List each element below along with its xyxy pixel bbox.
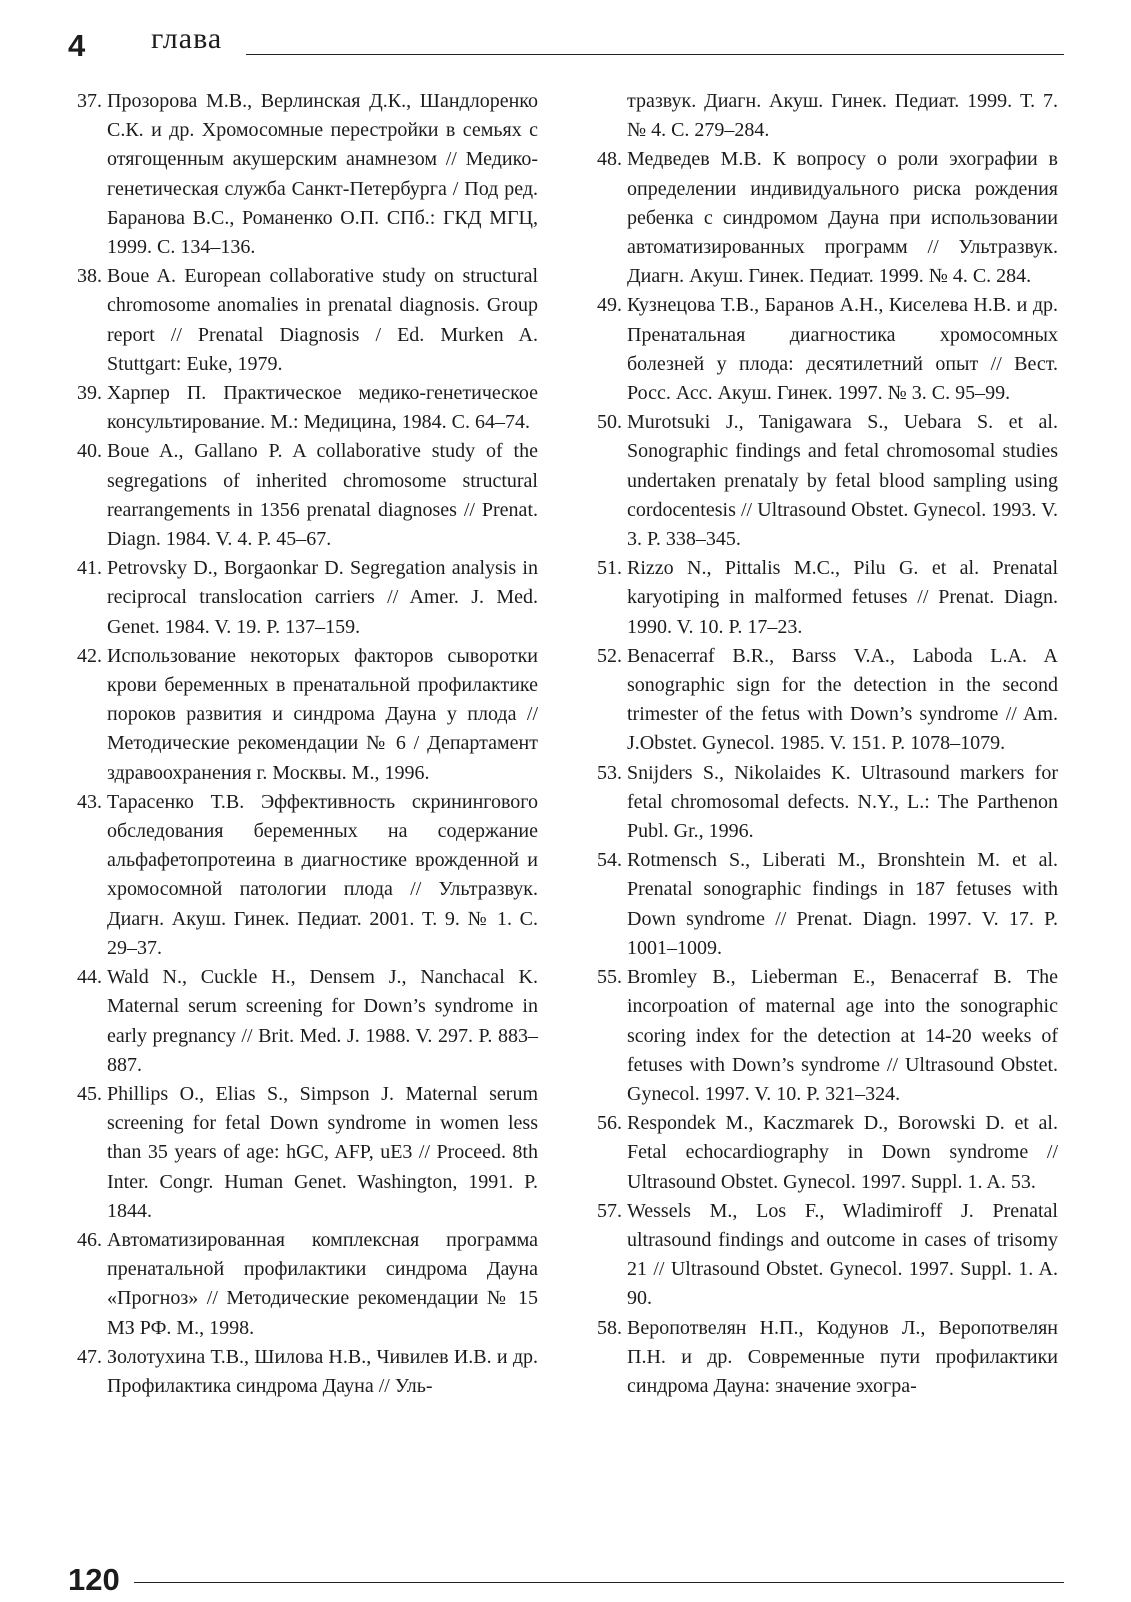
reference-text: Кузнецова Т.В., Баранов А.Н., Киселева Н.В. и др. Пренатальная диагностика хромосомных болезней у плода: десятилетний опыт // Вест. Росс. Асс. Акуш. Гинек. 1997. № 3. С. 95–99.	[627, 294, 1058, 405]
reference-number: 52.	[597, 644, 622, 667]
reference-number: 42.	[77, 644, 102, 667]
reference-text: Phillips O., Elias S., Simpson J. Maternal serum screening for fetal Down syndrome in women less than 35 years of age: hGC, AFP, uE3 // Proceed. 8th Inter. Congr. Human Genet. Washington, 1991. P. 1844.	[107, 1082, 538, 1222]
reference-text: Использование некоторых факторов сыворотки крови беременных в пренатальной профилактике пороков развития и синдрома Дауна у плода // Методические рекомендации № 6 / Департамент здравоохранения г. Москвы. М., 1996.	[107, 644, 538, 784]
reference-item	[60, 1080, 538, 1226]
reference-text: Murotsuki J., Tanigawara S., Uebara S. et al. Sonographic findings and fetal chromosomal studies undertaken prenataly by fetal blood sampling using cordocentesis // Ultrasound Obstet. Gynecol. 1993. V. 3. P. 338–345.	[627, 411, 1058, 551]
chapter-number: 4	[68, 28, 86, 63]
reference-number: 55.	[597, 966, 622, 989]
reference-number: 38.	[77, 265, 102, 288]
reference-number: 53.	[597, 761, 622, 784]
reference-item	[60, 437, 538, 554]
reference-number: 45.	[77, 1082, 102, 1105]
header-rule	[246, 54, 1064, 55]
reference-number: 41.	[77, 557, 102, 580]
reference-text: Автоматизированная комплексная программа пренатальной профилактики синдрома Дауна «Прогноз» // Методические рекомендации № 15 МЗ РФ. М., 1998.	[107, 1228, 538, 1339]
reference-text: Respondek M., Kaczmarek D., Borowski D. et al. Fetal echocardiography in Down syndrome // Ultrasound Obstet. Gynecol. 1997. Suppl. 1. A. 53.	[627, 1112, 1058, 1193]
chapter-title: глава	[151, 22, 223, 55]
reference-text: Rotmensch S., Liberati M., Bronshtein M. et al. Prenatal sonographic findings in 187 fetuses with Down syndrome // Prenat. Diagn. 1997. V. 17. P. 1001–1009.	[627, 849, 1058, 959]
reference-item	[60, 379, 538, 437]
reference-number: 58.	[597, 1316, 622, 1339]
reference-item	[580, 291, 1058, 408]
page-number: 120	[68, 1562, 120, 1597]
reference-number: 57.	[597, 1199, 622, 1222]
reference-number: 48.	[597, 148, 622, 171]
reference-text: Benacerraf B.R., Barss V.A., Laboda L.A. A sonographic sign for the detection in the second trimester of the fetus with Down’s syndrome // Am. J.Obstet. Gynecol. 1985. V. 151. P. 1078–1079.	[627, 644, 1058, 755]
reference-text: Petrovsky D., Borgaonkar D. Segregation analysis in reciprocal translocation carriers // Amer. J. Med. Genet. 1984. V. 19. P. 137–159.	[107, 557, 538, 638]
reference-text: Wald N., Cuckle H., Densem J., Nanchacal K. Maternal serum screening for Down’s syndrome in early pregnancy // Brit. Med. J. 1988. V. 297. P. 883–887.	[107, 966, 538, 1076]
reference-text: Харпер П. Практическое медико-генетическое консультирование. М.: Медицина, 1984. С. 64–74.	[107, 382, 538, 434]
reference-item	[580, 1109, 1058, 1197]
reference-item	[580, 408, 1058, 554]
reference-item	[580, 554, 1058, 642]
reference-item	[60, 1343, 538, 1401]
reference-item	[60, 87, 538, 262]
reference-text: Тарасенко Т.В. Эффективность скринингового обследования беременных на содержание альфафетопротеина в диагностике врожденной и хромосомной патологии плода // Ультразвук. Диагн. Акуш. Гинек. Педиат. 2001. Т. 9. № 1. С. 29–37.	[107, 790, 538, 959]
reference-item	[580, 759, 1058, 847]
reference-text: Wessels M., Los F., Wladimiroff J. Prenatal ultrasound findings and outcome in cases of trisomy 21 // Ultrasound Obstet. Gynecol. 1997. Suppl. 1. A. 90.	[627, 1199, 1058, 1310]
reference-number: 46.	[77, 1228, 102, 1251]
reference-number: 56.	[597, 1112, 622, 1135]
reference-item	[60, 262, 538, 379]
reference-item	[580, 963, 1058, 1109]
reference-item	[60, 642, 538, 788]
reference-number: 54.	[597, 849, 622, 872]
reference-item	[60, 554, 538, 642]
reference-item	[60, 963, 538, 1080]
reference-text: Медведев М.В. К вопросу о роли эхографии в определении индивидуального риска рождения ребенка с синдромом Дауна при использовании автоматизированных программ // Ультразвук. Диагн. Акуш. Гинек. Педиат. 1999. № 4. С. 284.	[627, 148, 1058, 288]
reference-item	[580, 642, 1058, 759]
footer-rule	[134, 1582, 1064, 1583]
reference-number: 50.	[597, 411, 622, 434]
reference-number: 49.	[597, 294, 622, 317]
left-column	[60, 87, 538, 1401]
reference-item	[60, 1226, 538, 1343]
reference-number: 51.	[597, 557, 622, 580]
reference-text: Золотухина Т.В., Шилова Н.В., Чивилев И.В. и др. Профилактика синдрома Дауна // Уль-	[107, 1345, 538, 1397]
reference-number: 39.	[77, 382, 102, 405]
reference-item	[580, 1314, 1058, 1402]
reference-text: Snijders S., Nikolaides K. Ultrasound markers for fetal chromosomal defects. N.Y., L.: The Parthenon Publ. Gr., 1996.	[627, 761, 1058, 843]
reference-item	[580, 145, 1058, 291]
reference-number: 40.	[77, 440, 102, 463]
reference-text: Веропотвелян Н.П., Кодунов Л., Веропотвелян П.Н. и др. Современные пути профилактики синдрома Дауна: значение эхогра-	[627, 1316, 1058, 1397]
reference-item	[60, 788, 538, 963]
reference-number: 44.	[77, 966, 102, 989]
reference-text: Boue A., Gallano P. A collaborative study of the segregations of inherited chromosome structural rearrangements in 1356 prenatal diagnoses // Prenat. Diagn. 1984. V. 4. P. 45–67.	[107, 440, 538, 551]
reference-number: 37.	[77, 90, 102, 112]
reference-text: тразвук. Диагн. Акуш. Гинек. Педиат. 1999. Т. 7. № 4. С. 279–284.	[627, 90, 1058, 142]
reference-text: Bromley B., Lieberman E., Benacerraf B. The incorpoation of maternal age into the sonographic scoring index for the detection at 14-20 weeks of fetuses with Down’s syndrome // Ultrasound Obstet. Gynecol. 1997. V. 10. P. 321–324.	[627, 966, 1058, 1105]
reference-continuation	[580, 87, 1058, 145]
reference-item	[580, 1197, 1058, 1314]
page-header	[68, 22, 1064, 62]
reference-text: Boue A. European collaborative study on structural chromosome anomalies in prenatal diagnosis. Group report // Prenatal Diagnosis / Ed. Murken A. Stuttgart: Euke, 1979.	[107, 265, 538, 375]
right-column	[580, 87, 1058, 1401]
reference-number: 43.	[77, 790, 102, 813]
reference-number: 47.	[77, 1345, 102, 1368]
page-footer	[68, 1562, 1064, 1602]
reference-text: Rizzo N., Pittalis M.C., Pilu G. et al. Prenatal karyotiping in malformed fetuses // Prenat. Diagn. 1990. V. 10. P. 17–23.	[627, 557, 1058, 638]
reference-item	[580, 846, 1058, 963]
reference-text: Прозорова М.В., Верлинская Д.К., Шандлоренко С.К. и др. Хромосомные перестройки в семьях с отягощенным акушерским анамнезом // Медико-генетическая служба Санкт-Петербурга / Под ред. Баранова В.С., Романенко О.П. СПб.: ГКД МГЦ, 1999. С. 134–136.	[107, 90, 538, 259]
